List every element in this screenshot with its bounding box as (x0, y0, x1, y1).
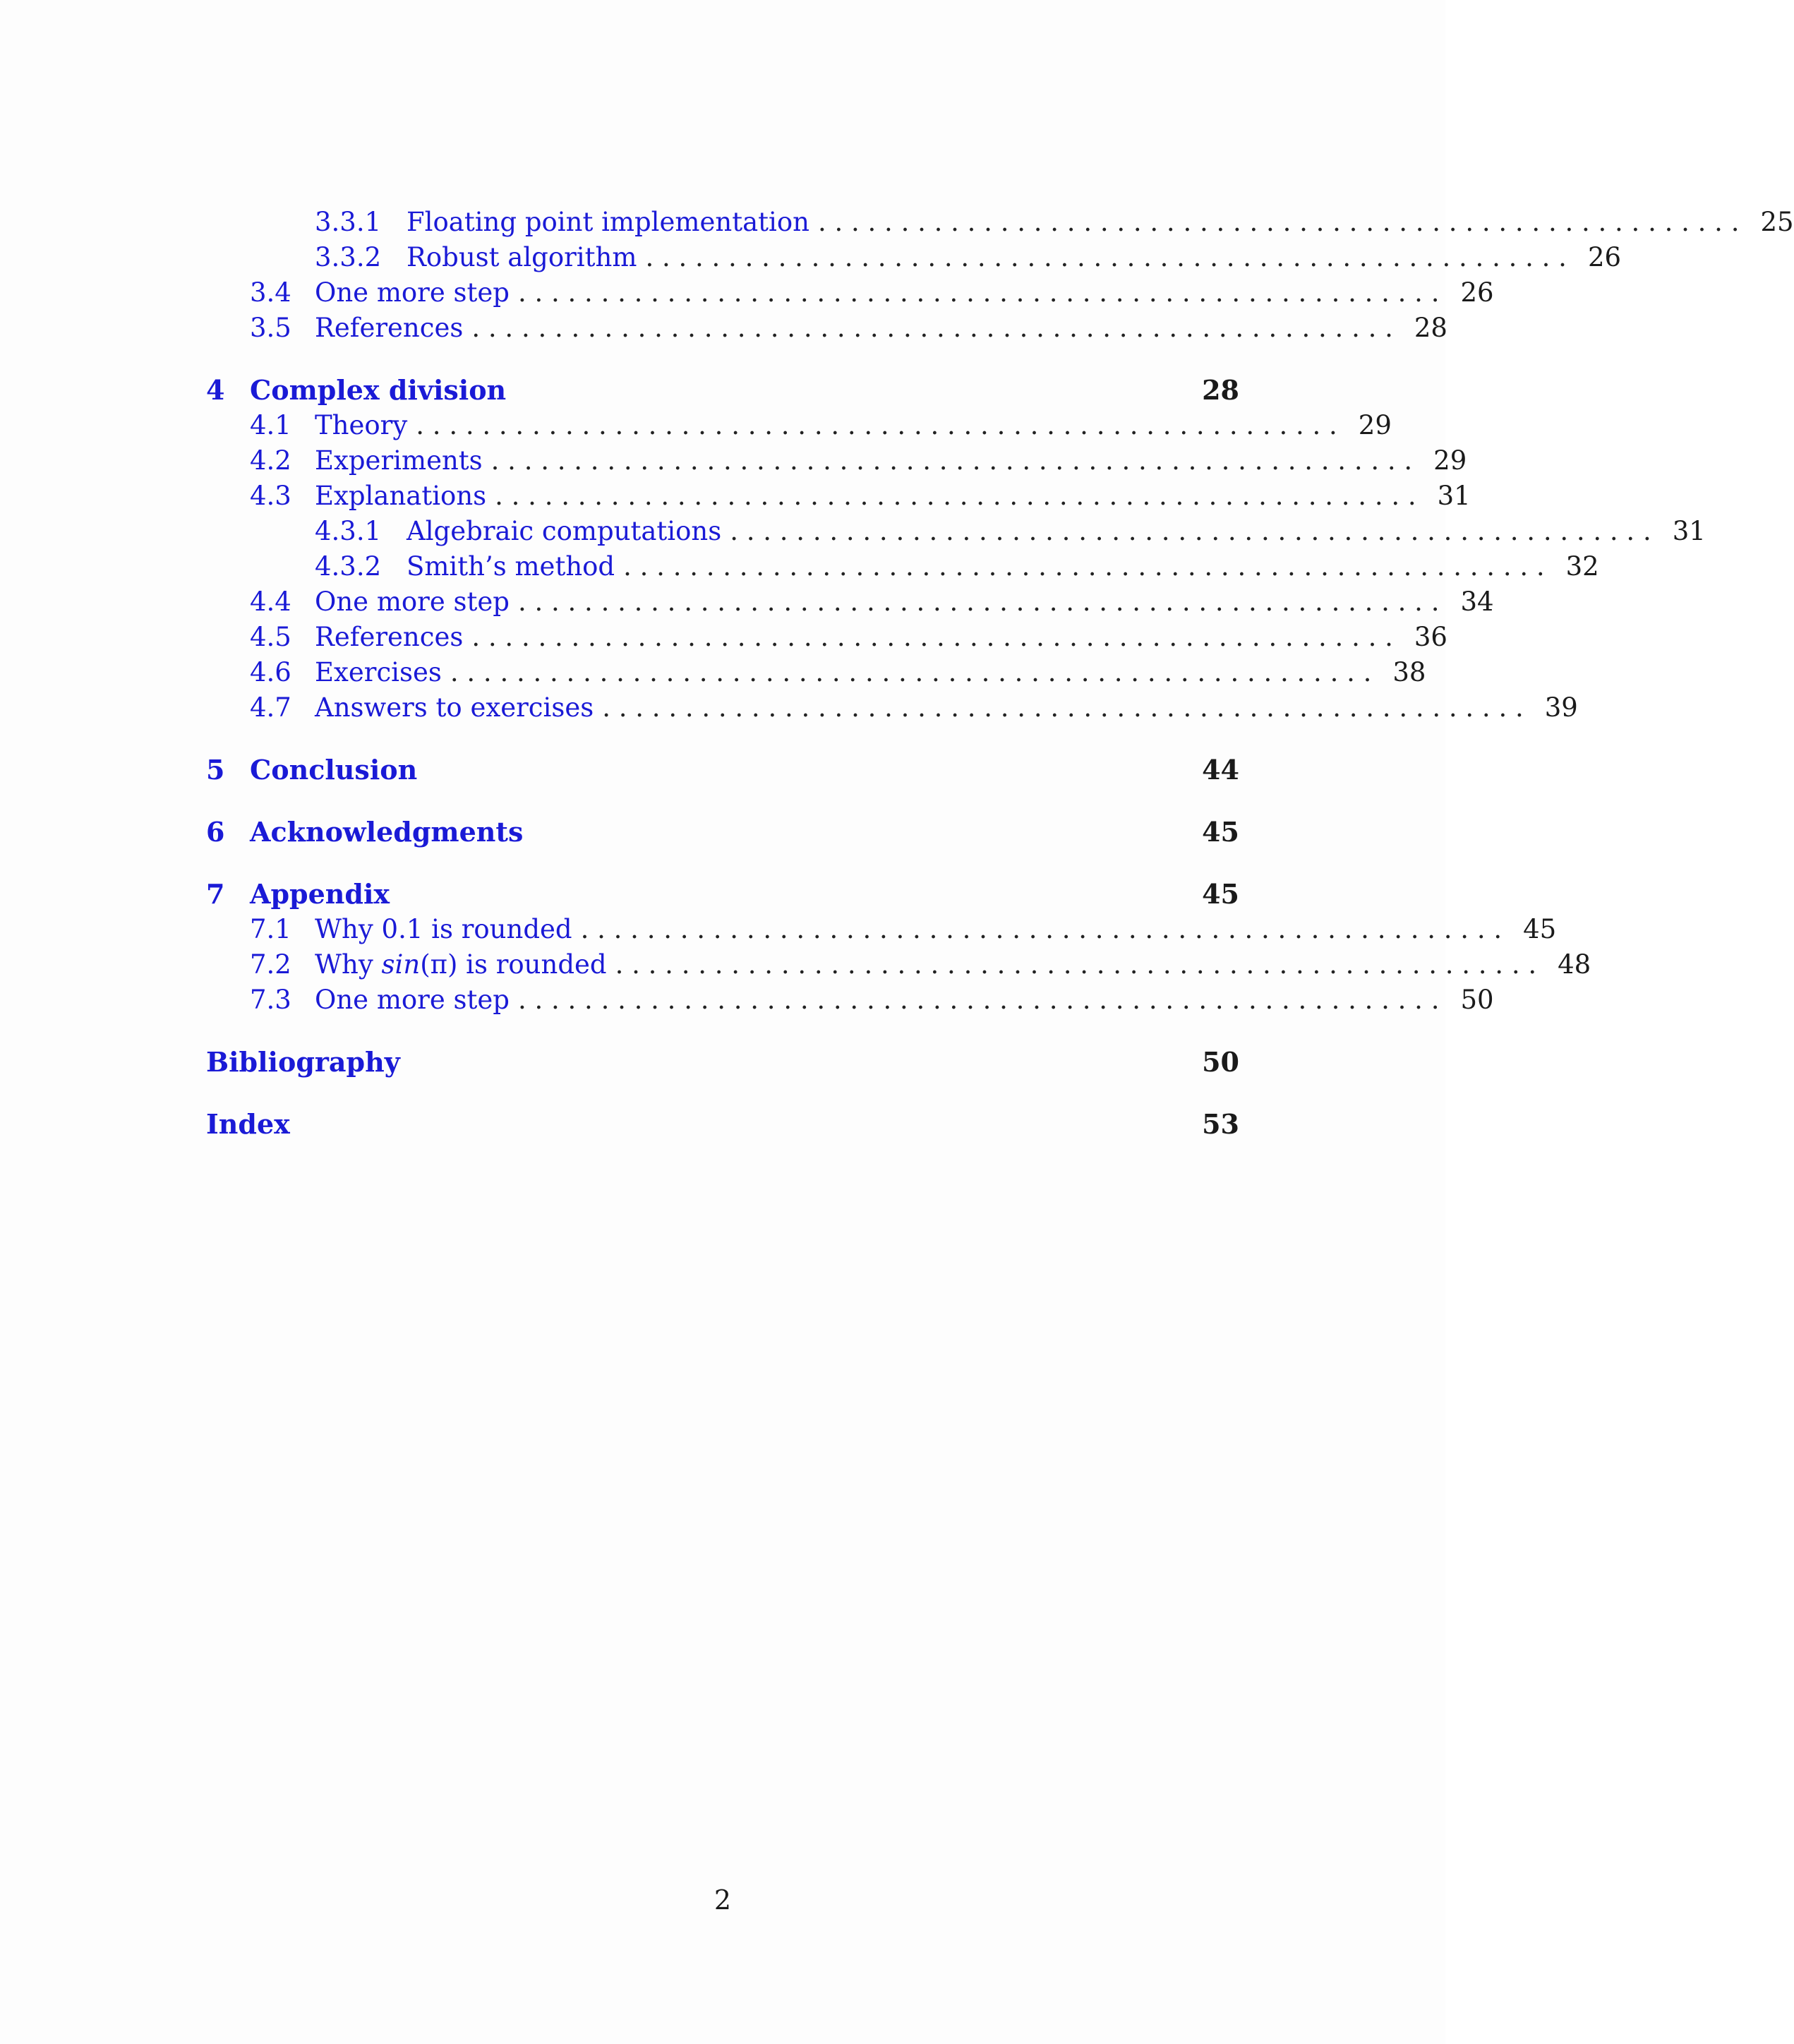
toc-entry-number: 7.1 (250, 914, 291, 944)
toc-title-math: sin (381, 949, 421, 980)
toc-entry-4-3-1[interactable] (206, 514, 1706, 549)
toc-entry-number: 4.6 (250, 657, 291, 687)
toc-entry-3-3-2[interactable] (206, 240, 1622, 275)
toc-entry-title[interactable] (315, 947, 607, 982)
toc-entry-4-5[interactable] (206, 620, 1447, 655)
toc-entry-number: 3.5 (250, 313, 291, 343)
toc-entry-page[interactable]: 25 (1760, 207, 1794, 237)
toc-entry-number: 4.7 (250, 692, 291, 723)
toc-leader-dots: . . . . . . . . . . . . . . . . . . . . . . . . . . . . . . . . . . . . . . . . . . . . . . . . . . . . . . . . (730, 516, 1651, 546)
toc-entry-title[interactable]: Floating point implementation (407, 207, 809, 237)
toc-entry-page[interactable]: 29 (1433, 445, 1467, 476)
toc-entry-page[interactable]: 45 (1523, 914, 1557, 944)
toc-entry-number: 3.4 (250, 277, 291, 308)
toc-leader-dots: . . . . . . . . . . . . . . . . . . . . . . . . . . . . . . . . . . . . . . . . . . . . . . . . . . . . . . . . (615, 949, 1537, 980)
toc-entry-4-3-2[interactable] (206, 549, 1599, 584)
toc-entry-page[interactable]: 39 (1544, 692, 1578, 723)
toc-leader-dots: . . . . . . . . . . . . . . . . . . . . . . . . . . . . . . . . . . . . . . . . . . . . . . . . . . . . . . . . (517, 985, 1440, 1015)
toc-entry-title[interactable]: Why 0.1 is rounded (315, 914, 572, 944)
toc-leader-dots: . . . . . . . . . . . . . . . . . . . . . . . . . . . . . . . . . . . . . . . . . . . . . . . . . . . . . . . . (471, 622, 1393, 652)
toc-chapter-title[interactable]: Acknowledgments (250, 816, 524, 848)
toc-entry-title[interactable]: Algebraic computations (407, 516, 722, 546)
toc-entry-number: 4.5 (250, 622, 291, 652)
toc-entry-page[interactable]: 32 (1565, 551, 1599, 582)
toc-entry-number: 4.4 (250, 587, 291, 617)
toc-chapter-page[interactable]: 50 (1202, 1046, 1239, 1078)
toc-leader-dots: . . . . . . . . . . . . . . . . . . . . . . . . . . . . . . . . . . . . . . . . . . . . . . . . . . . . . . . . (623, 551, 1545, 582)
toc-entry-4-1[interactable] (206, 408, 1392, 443)
toc-chapter-number: 5 (206, 754, 225, 786)
toc-entry-page[interactable]: 26 (1587, 242, 1622, 272)
toc-chapter-number: 7 (206, 878, 225, 910)
toc-index[interactable] (206, 1107, 1239, 1142)
toc-chapter-title[interactable]: Bibliography (206, 1046, 400, 1078)
toc-title-part: (π) is rounded (420, 949, 607, 980)
toc-entry-page[interactable]: 38 (1392, 657, 1426, 687)
toc-entry-page[interactable]: 36 (1414, 622, 1447, 652)
toc-leader-dots: . . . . . . . . . . . . . . . . . . . . . . . . . . . . . . . . . . . . . . . . . . . . . . . . . . . . . . . . (602, 692, 1524, 723)
toc-entry-title[interactable]: Smith’s method (407, 551, 615, 582)
toc-entry-title[interactable]: References (315, 622, 464, 652)
toc-leader-dots: . . . . . . . . . . . . . . . . . . . . . . . . . . . . . . . . . . . . . . . . . . . . . . . . . . . . . . . . (490, 445, 1413, 476)
toc-entry-4-6[interactable] (206, 655, 1426, 690)
toc-title-part: Why (315, 949, 382, 980)
toc-entry-title[interactable]: One more step (315, 277, 510, 308)
toc-chapter-title[interactable]: Appendix (250, 878, 390, 910)
toc-chapter-page[interactable]: 45 (1202, 878, 1239, 910)
toc-entry-number: 3.3.1 (315, 207, 382, 237)
toc-entry-title[interactable]: Explanations (315, 481, 487, 511)
toc-leader-dots: . . . . . . . . . . . . . . . . . . . . . . . . . . . . . . . . . . . . . . . . . . . . . . . . . . . . . . . . (495, 481, 1416, 511)
page-number: 2 (714, 1884, 732, 1916)
table-of-contents (206, 205, 1794, 1142)
toc-entry-title[interactable]: Answers to exercises (315, 692, 594, 723)
toc-entry-title[interactable]: One more step (315, 587, 510, 617)
toc-entry-page[interactable]: 31 (1672, 516, 1706, 546)
toc-entry-4-3[interactable] (206, 479, 1471, 514)
toc-entry-4-2[interactable] (206, 443, 1467, 479)
toc-entry-number: 3.3.2 (315, 242, 382, 272)
toc-entry-page[interactable]: 48 (1558, 949, 1591, 980)
toc-entry-title[interactable]: Experiments (315, 445, 483, 476)
toc-chapter-7[interactable] (206, 877, 1239, 912)
toc-entry-page[interactable]: 34 (1460, 587, 1494, 617)
toc-entry-number: 4.3.1 (315, 516, 382, 546)
toc-leader-dots: . . . . . . . . . . . . . . . . . . . . . . . . . . . . . . . . . . . . . . . . . . . . . . . . . . . . . . . . (817, 207, 1740, 237)
toc-chapter-page[interactable]: 45 (1202, 816, 1239, 848)
toc-entry-4-7[interactable] (206, 690, 1578, 726)
toc-entry-number: 4.3 (250, 481, 291, 511)
toc-entry-7-1[interactable] (206, 912, 1557, 947)
toc-entry-3-3-1[interactable] (206, 205, 1794, 240)
toc-bibliography[interactable] (206, 1045, 1239, 1080)
toc-entry-page[interactable]: 31 (1437, 481, 1471, 511)
toc-chapter-page[interactable]: 53 (1202, 1108, 1239, 1140)
toc-leader-dots: . . . . . . . . . . . . . . . . . . . . . . . . . . . . . . . . . . . . . . . . . . . . . . . . . . . . . . . . (645, 242, 1567, 272)
toc-entry-page[interactable]: 26 (1460, 277, 1494, 308)
toc-chapter-4[interactable] (206, 373, 1239, 408)
toc-leader-dots: . . . . . . . . . . . . . . . . . . . . . . . . . . . . . . . . . . . . . . . . . . . . . . . . . . . . . . . . (517, 587, 1440, 617)
toc-chapter-title[interactable]: Conclusion (250, 754, 418, 786)
toc-leader-dots: . . . . . . . . . . . . . . . . . . . . . . . . . . . . . . . . . . . . . . . . . . . . . . . . . . . . . . . . (517, 277, 1440, 308)
toc-chapter-page[interactable]: 44 (1202, 754, 1239, 786)
toc-entry-3-4[interactable] (206, 275, 1494, 311)
toc-entry-7-3[interactable] (206, 982, 1494, 1018)
toc-entry-7-2[interactable] (206, 947, 1591, 982)
toc-chapter-6[interactable] (206, 814, 1239, 850)
toc-entry-number: 4.2 (250, 445, 291, 476)
toc-entry-3-5[interactable] (206, 311, 1447, 346)
toc-entry-title[interactable]: One more step (315, 985, 510, 1015)
toc-entry-title[interactable]: Exercises (315, 657, 442, 687)
toc-chapter-number: 4 (206, 374, 225, 406)
toc-leader-dots: . . . . . . . . . . . . . . . . . . . . . . . . . . . . . . . . . . . . . . . . . . . . . . . . . . . . . . . . (471, 313, 1393, 343)
toc-chapter-page[interactable]: 28 (1202, 374, 1239, 406)
toc-chapter-title[interactable]: Complex division (250, 374, 507, 406)
toc-chapter-title[interactable]: Index (206, 1108, 290, 1140)
toc-leader-dots: . . . . . . . . . . . . . . . . . . . . . . . . . . . . . . . . . . . . . . . . . . . . . . . . . . . . . . . . (580, 914, 1503, 944)
toc-chapter-5[interactable] (206, 752, 1239, 788)
toc-chapter-number: 6 (206, 816, 225, 848)
toc-entry-4-4[interactable] (206, 584, 1494, 620)
toc-entry-title[interactable]: Theory (315, 410, 408, 440)
toc-entry-number: 7.3 (250, 985, 291, 1015)
toc-entry-page[interactable]: 50 (1460, 985, 1494, 1015)
toc-entry-title[interactable]: References (315, 313, 464, 343)
toc-leader-dots: . . . . . . . . . . . . . . . . . . . . . . . . . . . . . . . . . . . . . . . . . . . . . . . . . . . . . . . . (450, 657, 1372, 687)
toc-leader-dots: . . . . . . . . . . . . . . . . . . . . . . . . . . . . . . . . . . . . . . . . . . . . . . . . . . . . . . . . (416, 410, 1337, 440)
toc-entry-number: 4.3.2 (315, 551, 382, 582)
toc-entry-title[interactable]: Robust algorithm (407, 242, 637, 272)
toc-entry-page[interactable]: 28 (1414, 313, 1447, 343)
toc-entry-number: 4.1 (250, 410, 291, 440)
toc-entry-page[interactable]: 29 (1358, 410, 1392, 440)
toc-entry-number: 7.2 (250, 949, 291, 980)
